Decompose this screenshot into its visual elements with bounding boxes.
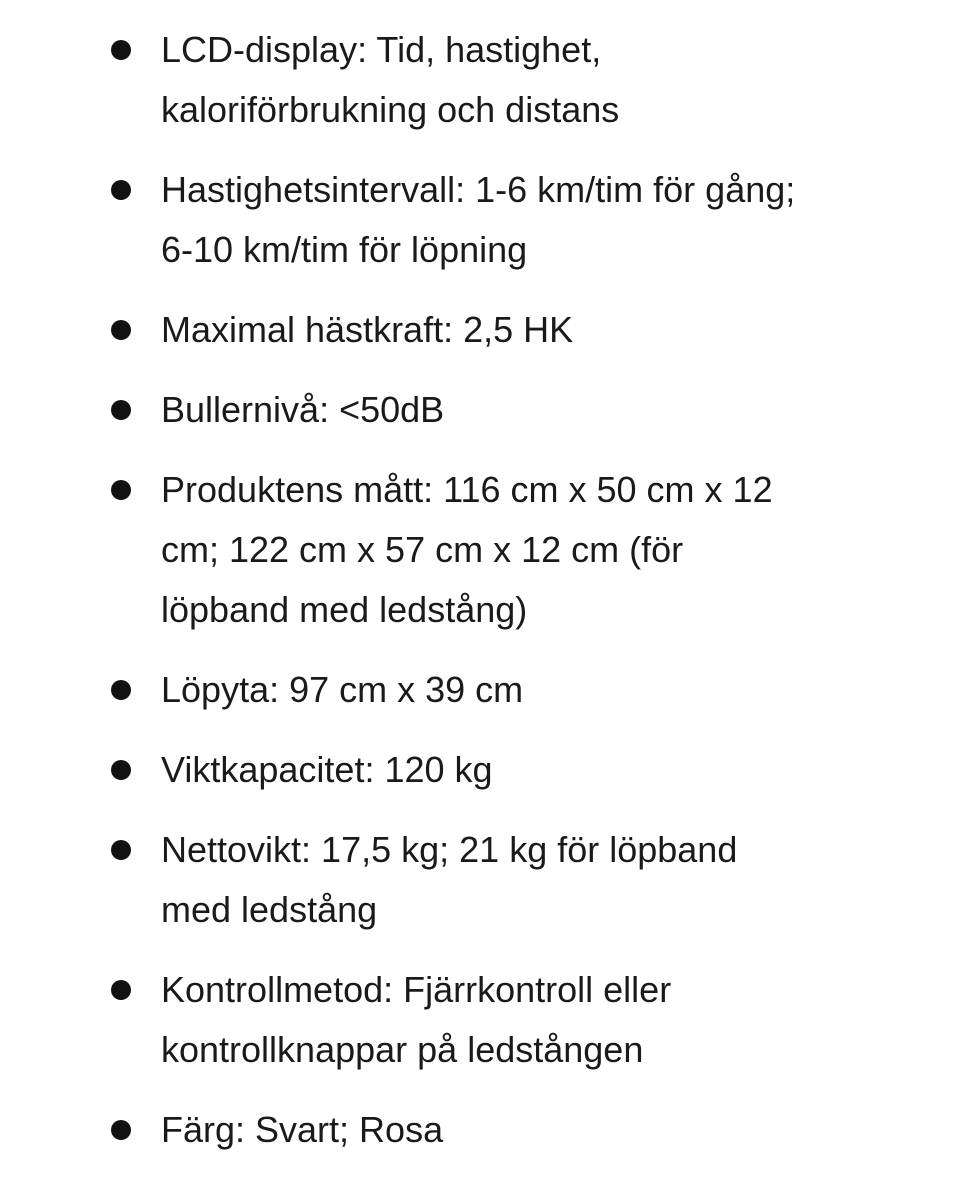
spec-text-line: Kontrollmetod: Fjärrkontroll eller	[161, 969, 672, 1010]
spec-list	[0, 20, 960, 1180]
spec-item-product-dimensions	[0, 460, 960, 640]
spec-text-line: Produktens mått: 116 cm x 50 cm x 12	[161, 469, 773, 510]
bullet-icon	[111, 680, 131, 700]
bullet-icon	[111, 320, 131, 340]
spec-item-lcd-display	[0, 20, 960, 140]
spec-text-line: med ledstång	[161, 889, 378, 930]
bullet-icon	[111, 980, 131, 1000]
spec-text-line: Viktkapacitet: 120 kg	[161, 749, 493, 790]
bullet-icon	[111, 480, 131, 500]
bullet-icon	[111, 1120, 131, 1140]
spec-text-line: cm; 122 cm x 57 cm x 12 cm (för	[161, 529, 684, 570]
spec-text-line: 6-10 km/tim för löpning	[161, 229, 528, 270]
spec-text-line: Löpyta: 97 cm x 39 cm	[161, 669, 524, 710]
spec-text-line: Nettovikt: 17,5 kg; 21 kg för löpband	[161, 829, 738, 870]
bullet-icon	[111, 840, 131, 860]
spec-text-line: Maximal hästkraft: 2,5 HK	[161, 309, 574, 350]
spec-text-line: kaloriförbrukning och distans	[161, 89, 620, 130]
spec-text-line: LCD-display: Tid, hastighet,	[161, 29, 602, 70]
spec-item-max-horsepower	[0, 300, 960, 360]
bullet-icon	[111, 400, 131, 420]
spec-text-line: Bullernivå: <50dB	[161, 389, 445, 430]
spec-item-running-surface	[0, 660, 960, 720]
spec-item-net-weight	[0, 820, 960, 940]
spec-item-control-method	[0, 960, 960, 1080]
spec-text-line: Hastighetsintervall: 1-6 km/tim för gång;	[161, 169, 796, 210]
spec-item-weight-capacity	[0, 740, 960, 800]
bullet-icon	[111, 180, 131, 200]
bullet-icon	[111, 760, 131, 780]
spec-item-speed-range	[0, 160, 960, 280]
spec-text-line: Färg: Svart; Rosa	[161, 1109, 444, 1150]
spec-text-line: löpband med ledstång)	[161, 589, 528, 630]
spec-text-line: kontrollknappar på ledstången	[161, 1029, 644, 1070]
spec-item-color	[0, 1100, 960, 1160]
bullet-icon	[111, 40, 131, 60]
spec-item-noise-level	[0, 380, 960, 440]
